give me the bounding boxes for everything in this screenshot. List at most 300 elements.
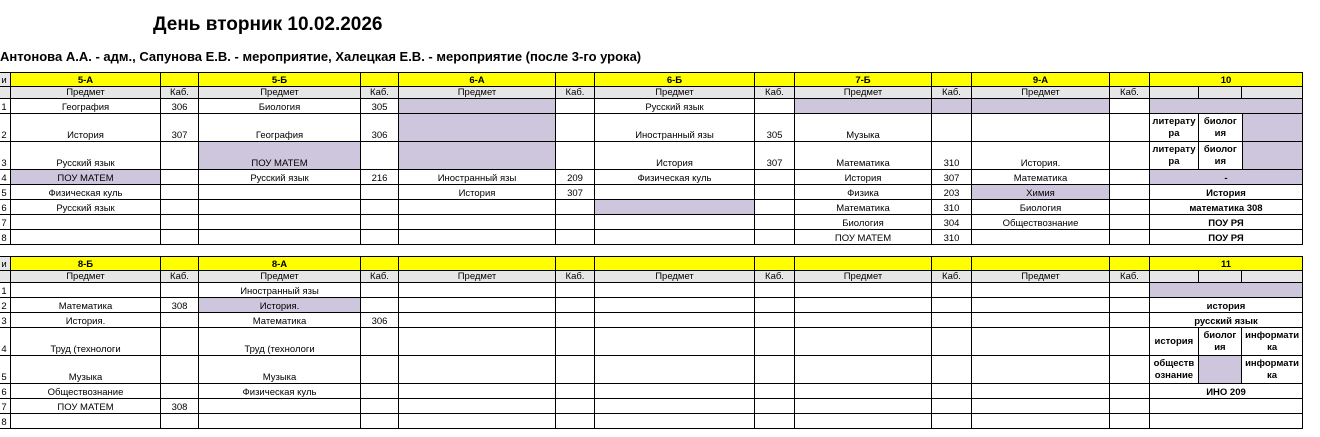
subject-cell (399, 356, 556, 384)
room-cell (755, 399, 795, 414)
subject-cell: ПОУ МАТЕМ (11, 399, 161, 414)
room-cell (755, 313, 795, 328)
room-cell (932, 114, 972, 142)
room-cell (1110, 215, 1150, 230)
split-cell (1150, 328, 1303, 356)
senior-class-cell: история (1150, 298, 1303, 313)
subheader-split (1150, 271, 1303, 283)
subject-cell: Физика (795, 185, 932, 200)
lesson-row (0, 200, 1303, 215)
room-cell: 209 (556, 170, 595, 185)
split-grid (1150, 356, 1302, 383)
room-cell (361, 230, 399, 245)
lesson-row (0, 283, 1303, 298)
room-cell (932, 356, 972, 384)
subheader-split-grid (1150, 87, 1302, 98)
room-cell (755, 230, 795, 245)
room-cell (1110, 230, 1150, 245)
subject-cell (399, 200, 556, 215)
room-cell (556, 99, 595, 114)
split-subject: биолог ия (1198, 328, 1242, 355)
lesson-number: 5 (0, 185, 11, 200)
subject-cell: Физическая куль (595, 170, 755, 185)
lesson-number: 4 (0, 170, 11, 185)
room-cell (755, 99, 795, 114)
subject-cell: Музыка (199, 356, 361, 384)
lesson-row (0, 328, 1303, 356)
subject-cell (199, 215, 361, 230)
subject-cell (795, 399, 932, 414)
subject-cell: Математика (972, 170, 1110, 185)
split-subject: литерату ра (1152, 143, 1196, 167)
class-name: 9-А (972, 73, 1110, 87)
subheader-split-cell (1242, 271, 1302, 282)
subject-cell (399, 283, 556, 298)
subject-cell (595, 230, 755, 245)
subject-cell (199, 185, 361, 200)
subject-cell (11, 230, 161, 245)
subheader-split-cell (1150, 271, 1198, 282)
room-subheader: Каб. (161, 87, 199, 99)
subject-cell: Физическая куль (199, 384, 361, 399)
room-subheader: Каб. (932, 87, 972, 99)
subject-cell: Музыка (11, 356, 161, 384)
room-cell: 305 (755, 114, 795, 142)
lesson-row (0, 215, 1303, 230)
subject-cell: Математика (795, 200, 932, 215)
room-cell (1110, 283, 1150, 298)
split-grid (1150, 328, 1302, 355)
subject-cell (972, 399, 1110, 414)
split-cell (1150, 142, 1303, 170)
schedule-table-bottom (0, 256, 1303, 429)
lesson-row (0, 142, 1303, 170)
room-subheader: Каб. (1110, 271, 1150, 283)
class-room-header (932, 73, 972, 87)
room-cell (1110, 298, 1150, 313)
room-cell (932, 313, 972, 328)
subject-cell: История (399, 185, 556, 200)
room-cell: 304 (932, 215, 972, 230)
subheader-split (1150, 87, 1303, 99)
subject-cell (595, 384, 755, 399)
lesson-number: 7 (0, 399, 11, 414)
lesson-row (0, 99, 1303, 114)
room-cell (361, 356, 399, 384)
room-cell (161, 356, 199, 384)
senior-class-cell (1150, 99, 1303, 114)
room-cell (932, 384, 972, 399)
subject-subheader: Предмет (199, 271, 361, 283)
room-cell (556, 230, 595, 245)
subject-cell: ПОУ МАТЕМ (11, 170, 161, 185)
subject-cell (972, 414, 1110, 429)
class-name: 5-А (11, 73, 161, 87)
subject-cell: Биология (199, 99, 361, 114)
room-cell (755, 414, 795, 429)
senior-class-cell: математика 308 (1150, 200, 1303, 215)
lesson-number: 3 (0, 142, 11, 170)
subject-cell (399, 230, 556, 245)
room-cell (1110, 399, 1150, 414)
lesson-row (0, 185, 1303, 200)
room-cell (161, 200, 199, 215)
room-cell: 216 (361, 170, 399, 185)
class-room-header (361, 73, 399, 87)
lesson-number: 3 (0, 313, 11, 328)
split-subject: история (1154, 335, 1194, 347)
room-cell: 307 (161, 114, 199, 142)
subject-subheader: Предмет (795, 271, 932, 283)
subject-cell (795, 298, 932, 313)
subject-subheader: Предмет (199, 87, 361, 99)
room-cell (755, 356, 795, 384)
split-subject: литерату ра (1152, 115, 1196, 139)
room-cell (161, 328, 199, 356)
room-cell (1110, 414, 1150, 429)
room-cell: 307 (755, 142, 795, 170)
subject-subheader: Предмет (399, 87, 556, 99)
class-room-header (1110, 257, 1150, 271)
subheader-empty (0, 271, 11, 283)
subject-cell (199, 399, 361, 414)
subject-cell: ПОУ МАТЕМ (795, 230, 932, 245)
subheader-split-cell (1242, 87, 1302, 98)
lesson-number: 5 (0, 356, 11, 384)
room-cell (161, 170, 199, 185)
room-cell (755, 298, 795, 313)
room-cell (361, 399, 399, 414)
class-room-header (556, 73, 595, 87)
subject-cell (595, 414, 755, 429)
class-name: 11 (1150, 257, 1303, 271)
subject-cell: ПОУ МАТЕМ (199, 142, 361, 170)
subject-subheader: Предмет (399, 271, 556, 283)
class-name: 6-А (399, 73, 556, 87)
room-subheader: Каб. (556, 87, 595, 99)
room-cell: 203 (932, 185, 972, 200)
room-cell (755, 185, 795, 200)
room-cell: 306 (361, 114, 399, 142)
subject-cell (595, 200, 755, 215)
subject-cell (399, 414, 556, 429)
class-room-header (1110, 73, 1150, 87)
room-cell (361, 414, 399, 429)
class-room-header (361, 257, 399, 271)
subject-cell (11, 414, 161, 429)
subject-cell (972, 328, 1110, 356)
subheader-empty (0, 87, 11, 99)
lesson-row (0, 313, 1303, 328)
room-subheader: Каб. (1110, 87, 1150, 99)
split-subject: биолог ия (1198, 142, 1242, 169)
subject-cell (595, 215, 755, 230)
subject-cell (595, 313, 755, 328)
subject-cell (795, 356, 932, 384)
subject-cell: Труд (технологи (11, 328, 161, 356)
lesson-number: 4 (0, 328, 11, 356)
subject-cell: Химия (972, 185, 1110, 200)
room-subheader: Каб. (556, 271, 595, 283)
subject-cell (199, 200, 361, 215)
senior-class-cell: ПОУ РЯ (1150, 230, 1303, 245)
room-subheader: Каб. (932, 271, 972, 283)
room-cell (755, 328, 795, 356)
room-cell (161, 185, 199, 200)
room-cell (361, 283, 399, 298)
subject-cell: Русский язык (11, 200, 161, 215)
subject-cell: История. (11, 313, 161, 328)
senior-class-cell: История (1150, 185, 1303, 200)
subject-cell (595, 283, 755, 298)
room-subheader: Каб. (361, 271, 399, 283)
room-cell (1110, 142, 1150, 170)
room-cell (932, 328, 972, 356)
room-cell (556, 298, 595, 313)
subject-cell: История. (199, 298, 361, 313)
subject-cell (972, 313, 1110, 328)
lesson-row (0, 298, 1303, 313)
room-cell: 305 (361, 99, 399, 114)
schedule-table-top (0, 72, 1303, 245)
subject-cell (399, 142, 556, 170)
subject-cell (795, 313, 932, 328)
room-cell (361, 384, 399, 399)
room-subheader: Каб. (361, 87, 399, 99)
subject-cell (399, 328, 556, 356)
subject-cell (972, 114, 1110, 142)
split-subject (1242, 114, 1302, 141)
class-name: 8-А (199, 257, 361, 271)
room-cell (361, 215, 399, 230)
subject-cell (595, 185, 755, 200)
class-room-header (161, 257, 199, 271)
room-cell: 307 (556, 185, 595, 200)
split-subject: биолог ия (1198, 114, 1242, 141)
room-cell (1110, 114, 1150, 142)
room-cell (1110, 185, 1150, 200)
room-cell (361, 200, 399, 215)
split-grid (1150, 114, 1302, 141)
lesson-row (0, 230, 1303, 245)
room-cell (556, 215, 595, 230)
room-cell (361, 298, 399, 313)
subheader-split-cell (1150, 87, 1198, 98)
room-cell (161, 142, 199, 170)
subject-cell: География (11, 99, 161, 114)
subject-cell (399, 384, 556, 399)
lesson-number: 1 (0, 99, 11, 114)
subheader-split-grid (1150, 271, 1302, 282)
room-subheader: Каб. (755, 271, 795, 283)
room-cell (361, 328, 399, 356)
split-subject: информати ка (1242, 356, 1302, 383)
subject-cell: Биология (972, 200, 1110, 215)
room-cell (1110, 384, 1150, 399)
lesson-row (0, 114, 1303, 142)
class-room-header (161, 73, 199, 87)
subject-cell: Иностранный язы (399, 170, 556, 185)
room-cell (556, 414, 595, 429)
subject-subheader: Предмет (11, 87, 161, 99)
subject-cell: История (595, 142, 755, 170)
room-cell (556, 200, 595, 215)
subject-cell (399, 215, 556, 230)
subject-cell (972, 230, 1110, 245)
subject-cell: История. (972, 142, 1110, 170)
subject-cell: Русский язык (11, 142, 161, 170)
room-cell (556, 384, 595, 399)
lesson-number: 6 (0, 200, 11, 215)
subject-cell (595, 356, 755, 384)
room-cell (1110, 170, 1150, 185)
room-cell (932, 414, 972, 429)
room-cell (556, 356, 595, 384)
subject-cell (399, 114, 556, 142)
subject-cell (595, 298, 755, 313)
corner-cell: и (0, 257, 11, 271)
room-subheader: Каб. (161, 271, 199, 283)
lesson-number: 8 (0, 230, 11, 245)
subject-cell: Математика (795, 142, 932, 170)
subject-cell (795, 283, 932, 298)
split-cell (1150, 356, 1303, 384)
room-cell (161, 230, 199, 245)
subject-cell (399, 313, 556, 328)
room-cell: 307 (932, 170, 972, 185)
subject-cell (399, 99, 556, 114)
subject-cell: Обществознание (11, 384, 161, 399)
class-name: 8-Б (11, 257, 161, 271)
subject-cell (972, 298, 1110, 313)
room-cell (556, 283, 595, 298)
room-cell (556, 328, 595, 356)
split-subject (1198, 356, 1241, 383)
room-cell (556, 313, 595, 328)
class-header-row (0, 73, 1303, 87)
lesson-row (0, 170, 1303, 185)
class-name (795, 257, 932, 271)
senior-class-cell (1150, 399, 1303, 414)
class-room-header (755, 257, 795, 271)
room-subheader: Каб. (755, 87, 795, 99)
subject-cell: Биология (795, 215, 932, 230)
subject-subheader: Предмет (11, 271, 161, 283)
subject-cell: Иностранный язы (595, 114, 755, 142)
subject-cell: Труд (технологи (199, 328, 361, 356)
corner-cell: и (0, 73, 11, 87)
class-room-header (556, 257, 595, 271)
room-cell (932, 298, 972, 313)
subject-cell (595, 399, 755, 414)
subject-cell (795, 414, 932, 429)
subject-cell (972, 384, 1110, 399)
subject-subheader: Предмет (972, 87, 1110, 99)
subject-cell (972, 99, 1110, 114)
split-subject: обществ ознание (1153, 357, 1195, 381)
room-cell (1110, 356, 1150, 384)
class-name (595, 257, 755, 271)
subject-cell (595, 328, 755, 356)
subject-subheader: Предмет (795, 87, 932, 99)
room-cell (161, 313, 199, 328)
subject-cell: История (11, 114, 161, 142)
lesson-number: 2 (0, 114, 11, 142)
subject-cell (199, 414, 361, 429)
split-grid (1150, 142, 1302, 169)
column-subheader-row (0, 271, 1303, 283)
class-name (972, 257, 1110, 271)
room-cell (361, 142, 399, 170)
subject-cell: География (199, 114, 361, 142)
room-cell (755, 384, 795, 399)
room-cell (161, 283, 199, 298)
class-room-header (932, 257, 972, 271)
subject-cell (795, 328, 932, 356)
subject-cell (399, 298, 556, 313)
class-name: 5-Б (199, 73, 361, 87)
subject-cell (199, 230, 361, 245)
room-cell (1110, 200, 1150, 215)
room-cell (1110, 99, 1150, 114)
class-name (399, 257, 556, 271)
room-cell: 308 (161, 298, 199, 313)
lesson-number: 8 (0, 414, 11, 429)
room-cell (161, 215, 199, 230)
class-name: 7-Б (795, 73, 932, 87)
split-cell (1150, 114, 1303, 142)
lesson-row (0, 384, 1303, 399)
room-cell (755, 170, 795, 185)
room-cell (556, 114, 595, 142)
room-cell (556, 142, 595, 170)
subject-cell (11, 215, 161, 230)
subject-cell (399, 399, 556, 414)
lesson-number: 1 (0, 283, 11, 298)
senior-class-cell: русский язык (1150, 313, 1303, 328)
room-cell: 310 (932, 200, 972, 215)
subject-cell (972, 283, 1110, 298)
lesson-number: 7 (0, 215, 11, 230)
subject-cell: Русский язык (595, 99, 755, 114)
page-title: День вторник 10.02.2026 (153, 14, 383, 35)
subject-subheader: Предмет (595, 271, 755, 283)
room-cell (755, 215, 795, 230)
subject-cell: Русский язык (199, 170, 361, 185)
lesson-row (0, 356, 1303, 384)
room-cell: 308 (161, 399, 199, 414)
subject-cell (11, 283, 161, 298)
split-subject (1242, 142, 1302, 169)
subject-cell (795, 384, 932, 399)
room-cell: 306 (161, 99, 199, 114)
senior-class-cell: ПОУ РЯ (1150, 215, 1303, 230)
class-name: 10 (1150, 73, 1303, 87)
lesson-number: 2 (0, 298, 11, 313)
class-header-row (0, 257, 1303, 271)
room-cell (161, 384, 199, 399)
subject-cell: Математика (199, 313, 361, 328)
subject-cell: История (795, 170, 932, 185)
class-room-header (755, 73, 795, 87)
room-cell (161, 414, 199, 429)
room-cell (932, 399, 972, 414)
room-cell: 310 (932, 142, 972, 170)
senior-class-cell (1150, 414, 1303, 429)
subject-cell (795, 99, 932, 114)
lesson-number: 6 (0, 384, 11, 399)
room-cell (556, 399, 595, 414)
